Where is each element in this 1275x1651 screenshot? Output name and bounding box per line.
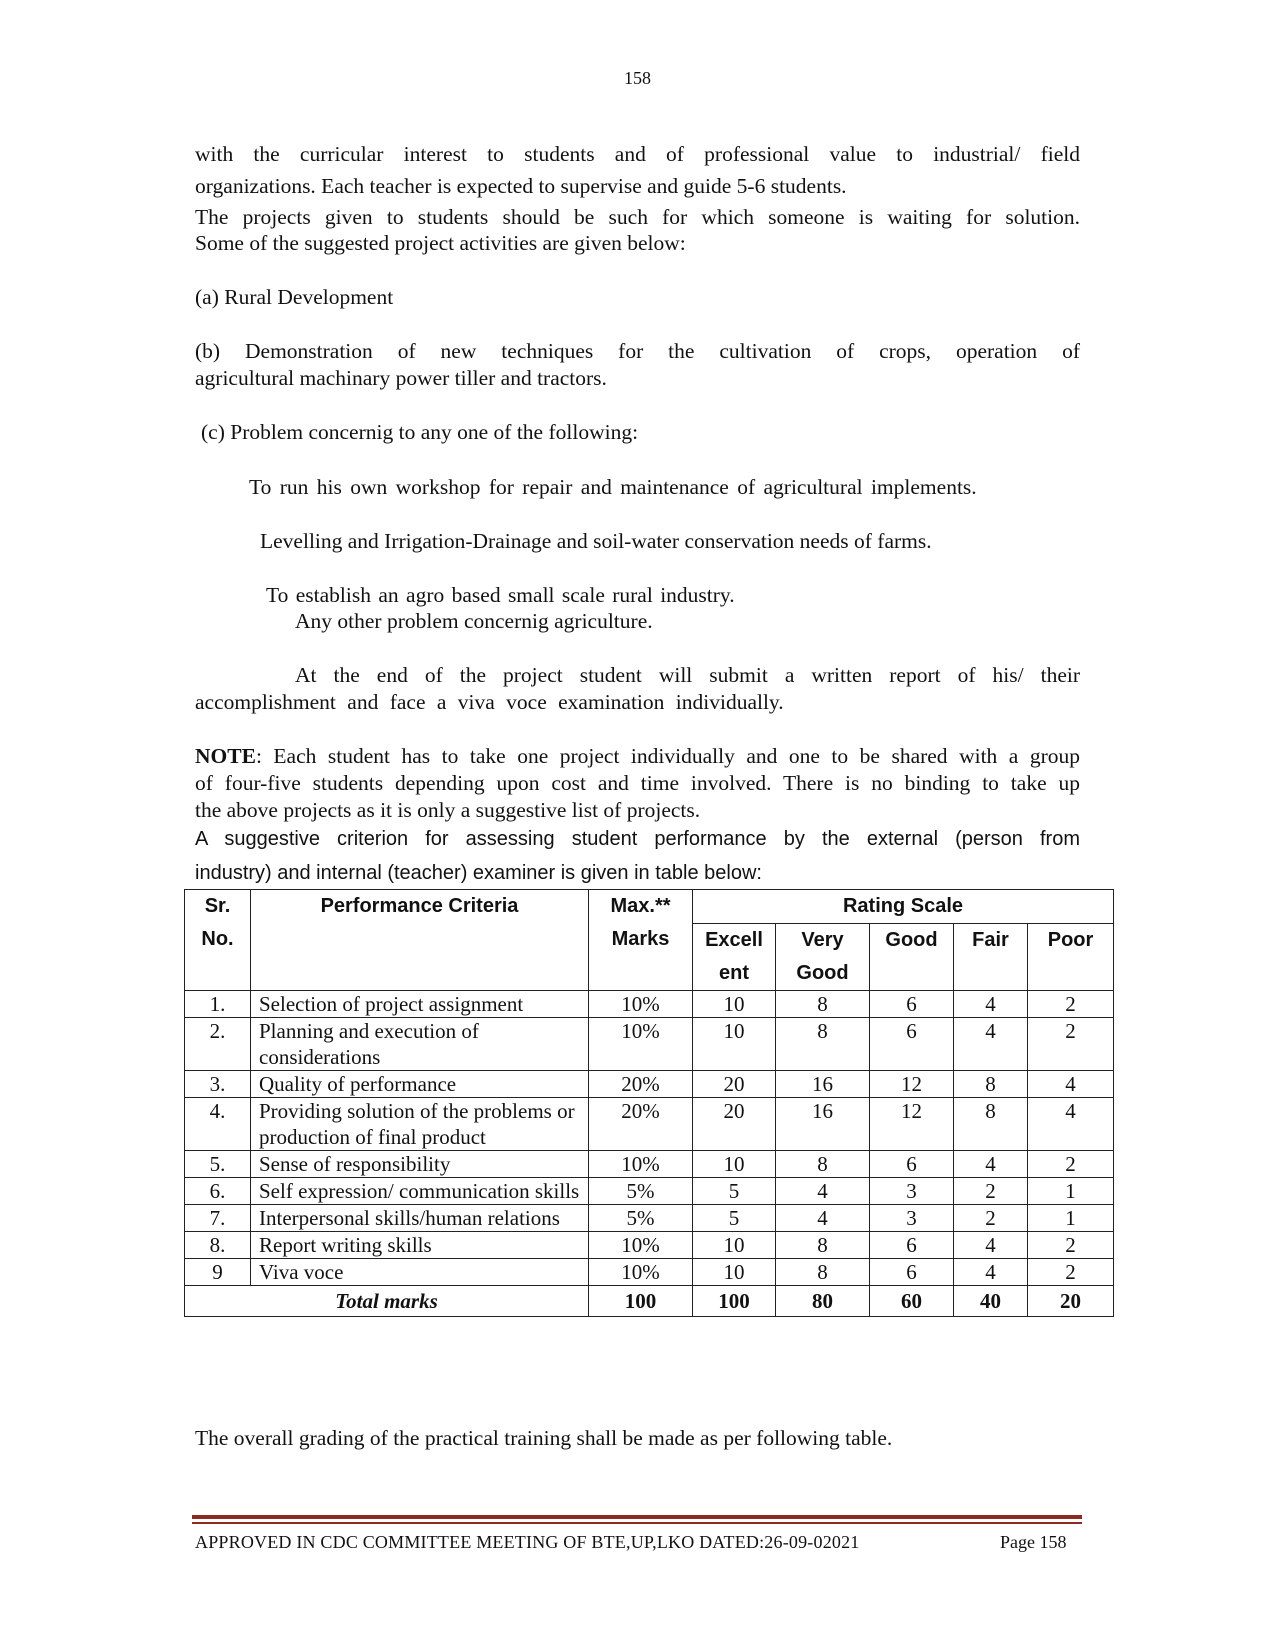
sub-item-rural-industry: To establish an agro based small scale rural industry. — [266, 583, 735, 607]
cell-criteria: Selection of project assignment — [251, 991, 589, 1018]
header-max-marks — [589, 890, 693, 991]
table-row — [185, 1071, 1114, 1098]
sub-item-irrigation: Levelling and Irrigation-Drainage and soil-water conservation needs of farms. — [260, 529, 932, 553]
header-no: No. — [201, 928, 234, 950]
total-row — [185, 1286, 1114, 1317]
cell-excellent: 10 — [693, 1232, 776, 1259]
cell-good: 3 — [870, 1205, 954, 1232]
header-max: Max.** — [610, 895, 671, 917]
cell-very-good: 4 — [776, 1178, 870, 1205]
header-excellent-2: ent — [719, 962, 749, 984]
note-line3: the above projects as it is only a suggestive list of projects. — [195, 798, 701, 822]
table-row — [185, 991, 1114, 1018]
header-very-2: Good — [796, 962, 849, 984]
para1-line1: with the curricular interest to students and of professional value to industrial/ field — [195, 142, 1080, 166]
closing-text: The overall grading of the practical training shall be made as per following table. — [195, 1426, 893, 1450]
cell-sr: 7. — [185, 1205, 251, 1232]
cell-sr: 1. — [185, 991, 251, 1018]
table-row — [185, 1232, 1114, 1259]
item-b-line2: agricultural machinary power tiller and tractors. — [195, 366, 607, 390]
cell-max: 5% — [589, 1178, 693, 1205]
cell-good: 6 — [870, 1259, 954, 1286]
header-marks: Marks — [611, 928, 670, 950]
cell-very-good: 8 — [776, 991, 870, 1018]
cell-very-good: 8 — [776, 1232, 870, 1259]
item-c: (c) Problem concernig to any one of the following: — [201, 420, 639, 444]
cell-max: 20% — [589, 1098, 693, 1151]
cell-excellent: 20 — [693, 1071, 776, 1098]
table-row — [185, 1098, 1114, 1151]
cell-max: 10% — [589, 1232, 693, 1259]
cell-good: 6 — [870, 991, 954, 1018]
cell-good: 12 — [870, 1071, 954, 1098]
cell-excellent: 10 — [693, 1259, 776, 1286]
note-text-1: : Each student has to take one project individually and one to be shared with a group — [255, 744, 1080, 768]
table-row — [185, 1178, 1114, 1205]
cell-criteria: Sense of responsibility — [251, 1151, 589, 1178]
cell-criteria: Planning and execution of considerations — [251, 1018, 589, 1071]
cell-poor: 2 — [1028, 1151, 1114, 1178]
cell-excellent: 10 — [693, 1018, 776, 1071]
footer-divider-thick — [192, 1515, 1082, 1519]
criterion-intro-line2: industry) and internal (teacher) examiner is given in table below: — [195, 862, 762, 884]
cell-fair: 4 — [954, 1151, 1028, 1178]
total-max: 100 — [589, 1286, 693, 1317]
cell-fair: 4 — [954, 1232, 1028, 1259]
cell-very-good: 4 — [776, 1205, 870, 1232]
cell-fair: 2 — [954, 1205, 1028, 1232]
cell-poor: 1 — [1028, 1205, 1114, 1232]
cell-good: 3 — [870, 1178, 954, 1205]
cell-max: 10% — [589, 1259, 693, 1286]
cell-criteria: Providing solution of the problems or production of final product — [251, 1098, 589, 1151]
cell-fair: 4 — [954, 1018, 1028, 1071]
table-row — [185, 1018, 1114, 1071]
cell-sr: 8. — [185, 1232, 251, 1259]
para1-line4: Some of the suggested project activities are given below: — [195, 231, 686, 255]
cell-max: 10% — [589, 1018, 693, 1071]
cell-good: 12 — [870, 1098, 954, 1151]
cell-max: 10% — [589, 1151, 693, 1178]
header-row-1 — [185, 890, 1114, 924]
header-very-1: Very — [801, 929, 844, 951]
cell-good: 6 — [870, 1018, 954, 1071]
cell-sr: 3. — [185, 1071, 251, 1098]
header-good: Good — [870, 924, 954, 991]
cell-excellent: 20 — [693, 1098, 776, 1151]
cell-very-good: 8 — [776, 1259, 870, 1286]
header-rating-scale: Rating Scale — [693, 890, 1114, 924]
cell-fair: 4 — [954, 991, 1028, 1018]
header-poor: Poor — [1028, 924, 1114, 991]
cell-max: 10% — [589, 991, 693, 1018]
cell-very-good: 16 — [776, 1098, 870, 1151]
item-a: (a) Rural Development — [195, 285, 394, 309]
header-excellent-1: Excell — [705, 929, 763, 951]
header-sr-no — [185, 890, 251, 991]
end-para-line1: At the end of the project student will submit a written report of his/ their — [295, 663, 1080, 687]
cell-poor: 1 — [1028, 1178, 1114, 1205]
table-row — [185, 1205, 1114, 1232]
para1-line2: organizations. Each teacher is expected to supervise and guide 5-6 students. — [195, 174, 847, 198]
cell-sr: 5. — [185, 1151, 251, 1178]
cell-good: 6 — [870, 1232, 954, 1259]
performance-criteria-table — [184, 889, 1114, 1317]
criterion-intro-line1: A suggestive criterion for assessing student performance by the external (person from — [195, 828, 1080, 850]
total-very-good: 80 — [776, 1286, 870, 1317]
total-fair: 40 — [954, 1286, 1028, 1317]
table-row — [185, 1151, 1114, 1178]
cell-criteria: Interpersonal skills/human relations — [251, 1205, 589, 1232]
cell-fair: 4 — [954, 1259, 1028, 1286]
item-b-line1: (b) Demonstration of new techniques for the cultivation of crops, operation of — [195, 339, 1080, 363]
cell-sr: 6. — [185, 1178, 251, 1205]
cell-poor: 2 — [1028, 1232, 1114, 1259]
cell-very-good: 16 — [776, 1071, 870, 1098]
note-line1 — [195, 743, 1080, 769]
cell-sr: 9 — [185, 1259, 251, 1286]
cell-criteria: Report writing skills — [251, 1232, 589, 1259]
cell-fair: 8 — [954, 1071, 1028, 1098]
total-excellent: 100 — [693, 1286, 776, 1317]
cell-poor: 4 — [1028, 1098, 1114, 1151]
cell-very-good: 8 — [776, 1151, 870, 1178]
footer-page-number: Page 158 — [1000, 1532, 1067, 1552]
cell-excellent: 10 — [693, 991, 776, 1018]
cell-fair: 8 — [954, 1098, 1028, 1151]
table-row — [185, 1259, 1114, 1286]
cell-criteria: Quality of performance — [251, 1071, 589, 1098]
end-para-line2: accomplishment and face a viva voce examination individually. — [195, 690, 784, 714]
para1-line3: The projects given to students should be such for which someone is waiting for solution. — [195, 205, 1080, 229]
cell-excellent: 5 — [693, 1205, 776, 1232]
total-good: 60 — [870, 1286, 954, 1317]
sub-item-other: Any other problem concernig agriculture. — [295, 609, 653, 633]
footer-divider-thin — [192, 1522, 1082, 1524]
cell-poor: 4 — [1028, 1071, 1114, 1098]
header-sr: Sr. — [204, 895, 231, 917]
page-number-top: 158 — [624, 68, 651, 88]
cell-max: 5% — [589, 1205, 693, 1232]
cell-good: 6 — [870, 1151, 954, 1178]
cell-excellent: 5 — [693, 1178, 776, 1205]
note-line2: of four-five students depending upon cost and time involved. There is no binding to take up — [195, 771, 1080, 795]
cell-very-good: 8 — [776, 1018, 870, 1071]
cell-criteria: Viva voce — [251, 1259, 589, 1286]
header-very-good — [776, 924, 870, 991]
sub-item-workshop: To run his own workshop for repair and maintenance of agricultural implements. — [249, 475, 977, 499]
header-excellent — [693, 924, 776, 991]
cell-poor: 2 — [1028, 991, 1114, 1018]
cell-sr: 2. — [185, 1018, 251, 1071]
header-criteria: Performance Criteria — [251, 890, 589, 991]
cell-max: 20% — [589, 1071, 693, 1098]
cell-sr: 4. — [185, 1098, 251, 1151]
total-poor: 20 — [1028, 1286, 1114, 1317]
header-fair: Fair — [954, 924, 1028, 991]
cell-poor: 2 — [1028, 1259, 1114, 1286]
cell-criteria: Self expression/ communication skills — [251, 1178, 589, 1205]
note-label: NOTE — [195, 744, 256, 768]
cell-excellent: 10 — [693, 1151, 776, 1178]
total-label: Total marks — [185, 1286, 589, 1317]
cell-poor: 2 — [1028, 1018, 1114, 1071]
cell-fair: 2 — [954, 1178, 1028, 1205]
footer-approval: APPROVED IN CDC COMMITTEE MEETING OF BTE,UP,LKO DATED:26-09-02021 — [195, 1532, 860, 1552]
